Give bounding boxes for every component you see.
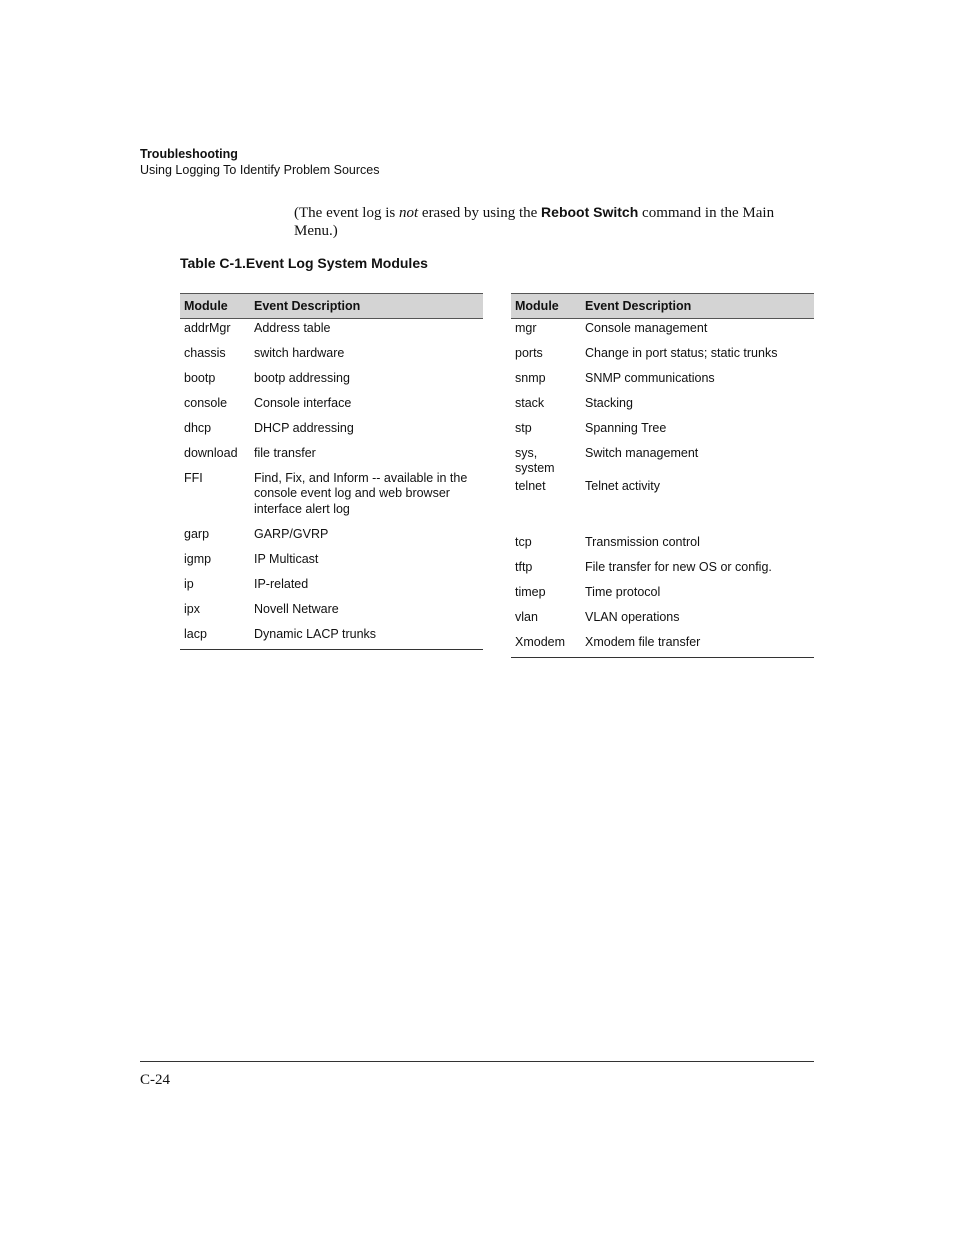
module-cell: console [184,395,228,410]
description-cell: switch hardware [254,345,345,360]
subsection-title: Using Logging To Identify Problem Sources [140,163,380,177]
module-cell: telnet [515,478,546,493]
description-cell: Console interface [254,395,352,410]
module-cell: timep [515,584,546,599]
module-cell: stp [515,420,532,435]
table-row [511,369,814,394]
table-row [511,583,814,608]
module-cell: chassis [184,345,226,360]
table-row [511,394,814,419]
description-cell: Time protocol [585,584,661,599]
description-cell: GARP/GVRP [254,526,329,541]
table-row [180,419,483,444]
module-cell: download [184,445,238,460]
module-cell: tftp [515,559,533,574]
module-cell: addrMgr [184,321,231,335]
description-cell: Spanning Tree [585,420,667,435]
table-row [511,344,814,369]
table-row [180,550,483,575]
footer-divider [140,1061,814,1062]
modules-table-right [511,293,814,658]
intro-text-1: (The event log is [294,205,399,221]
table-caption: Table C-1.Event Log System Modules [180,255,428,271]
section-title: Troubleshooting [140,147,238,161]
description-cell: Xmodem file transfer [581,633,814,658]
column-header-module: Module [180,294,250,319]
module-cell: Xmodem [511,633,581,658]
description-cell: Transmission control [585,534,700,549]
intro-emphasis: not [398,205,419,221]
table-row [180,469,483,525]
page-number: C-24 [140,1072,170,1088]
module-cell: igmp [184,551,212,566]
table-row [180,344,483,369]
description-cell: VLAN operations [585,609,680,624]
description-cell: Console management [585,321,708,335]
module-cell: ipx [184,601,200,616]
modules-table-left [180,293,483,650]
intro-command: Reboot Switch [541,204,639,220]
intro-paragraph [294,203,819,240]
description-cell: Find, Fix, and Inform -- available in the console event log and web browser interface alert log [254,470,468,516]
table-body-right [511,319,814,658]
module-cell: vlan [515,609,538,624]
description-cell: Change in port status; static trunks [585,345,778,360]
column-header-description: Event Description [250,294,483,319]
description-cell: SNMP communications [585,370,715,385]
table-row [180,369,483,394]
module-cell: ip [184,576,194,591]
description-cell: Address table [254,321,331,335]
table-row [511,533,814,558]
description-cell: Novell Netware [254,601,339,616]
table-row [511,608,814,633]
description-cell: IP Multicast [254,551,319,566]
module-cell: stack [515,395,545,410]
table-row [180,600,483,625]
table-row [180,525,483,550]
module-cell: snmp [515,370,546,385]
description-cell: IP-related [254,576,309,591]
table-row [511,633,814,658]
module-cell: bootp [184,370,216,385]
module-cell: lacp [180,625,250,650]
module-cell: mgr [515,321,537,335]
table-row [180,625,483,650]
module-cell: dhcp [184,420,212,435]
table-row [180,444,483,469]
description-cell: DHCP addressing [254,420,354,435]
table-body-left [180,319,483,650]
column-header-description: Event Description [581,294,814,319]
description-cell: Stacking [585,395,633,410]
module-cell: ports [515,345,543,360]
table-header-row [180,294,483,319]
module-cell: FFI [184,470,203,485]
table-row [180,319,483,344]
column-header-module: Module [511,294,581,319]
intro-text-2: erased by using the [418,205,542,221]
table-row [511,419,814,444]
table-row [511,558,814,583]
table-row [511,477,814,533]
module-cell: tcp [515,534,532,549]
table-header-row [511,294,814,319]
description-cell: file transfer [254,445,316,460]
module-cell: sys, system [515,445,555,475]
description-cell: Switch management [585,445,699,460]
intro-text-3: command in the Main Menu.) [294,205,775,239]
description-cell: bootp addressing [254,370,350,385]
description-cell: Telnet activity [585,478,661,493]
module-cell: garp [184,526,210,541]
table-row [180,575,483,600]
table-row [180,394,483,419]
table-row [511,319,814,344]
table-row [511,444,814,477]
description-cell: File transfer for new OS or config. [585,559,772,574]
description-cell: Dynamic LACP trunks [250,625,483,650]
